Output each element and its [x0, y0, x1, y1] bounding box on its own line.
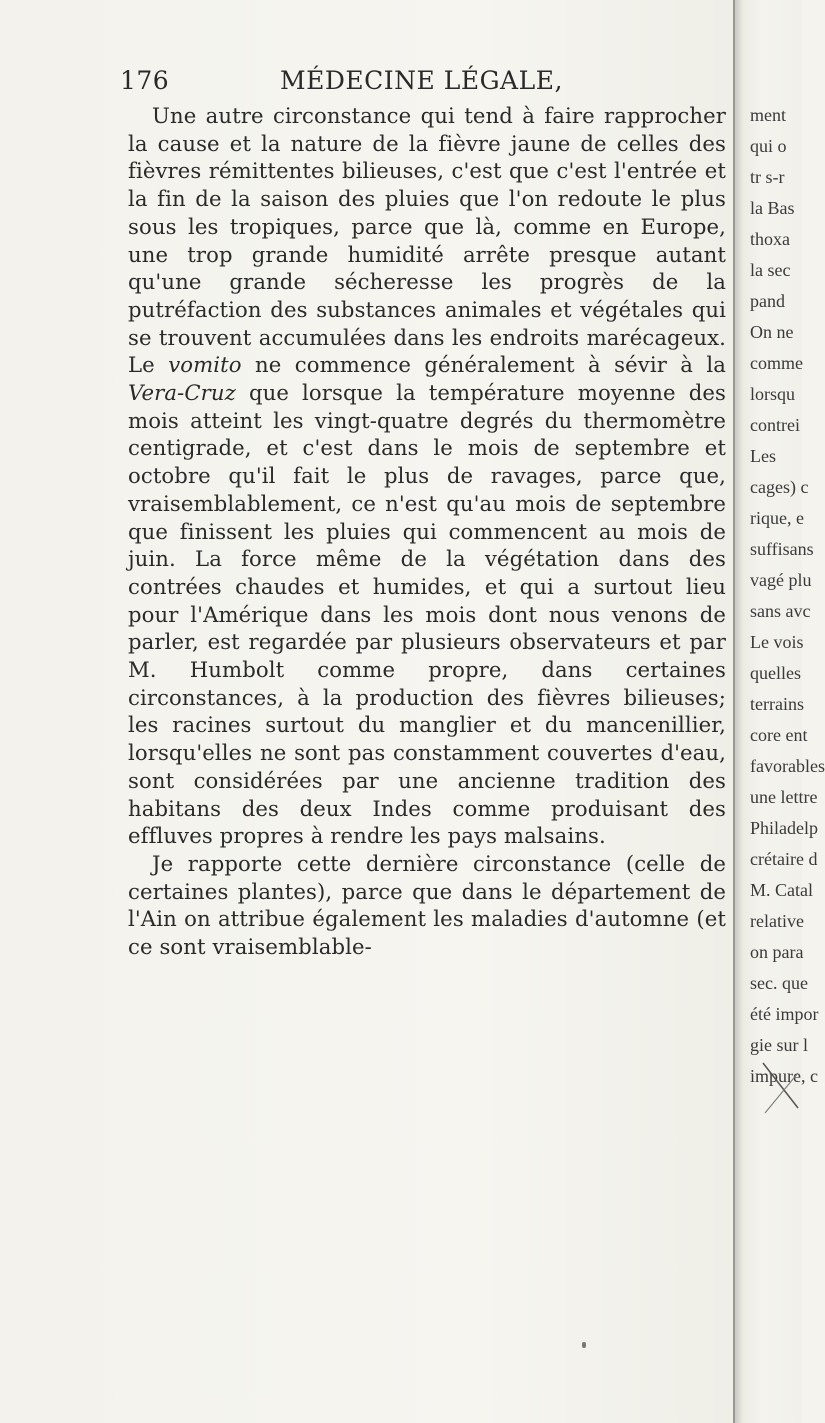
paragraph-1-text-a: Une autre circonstance qui tend à faire rapprocher la cause et la nature de la fièvre jaune de celles des fièvres rémittentes bilieuses, c'est que c'est l'entrée et la fin de la saison des pluies que l'on redoute le plus sous les tropiques, parce que là, comme en Europe, une trop grande humidité arrête presque autant qu'une grande sécheresse les progrès de la putréfaction des substances animales et végétales qui se trouvent accumulées dans les endroits marécageux. Le [128, 103, 726, 378]
ink-speck [582, 1342, 586, 1348]
bleed-line: rique, e [750, 508, 804, 528]
paragraph-1-text-c: que lorsque la température moyenne des mois atteint les vingt-quatre degrés du thermomètre centigrade, et c'est dans le mois de septembre et octobre qu'il fait le plus de ravages, parce que, vraisemblablement, ce n'est qu'au mois de septembre que finissent les pluies qui commencent au mois de juin. La force même de la végétation dans des contrées chaudes et humides, et qui a surtout lieu pour l'Amérique dans les mois dont nous venons de parler, est regardée par plusieurs observateurs et par M. Humbolt comme propre, dans certaines circonstances, à la production des fièvres bilieuses; les racines surtout du manglier et du mancenillier, lorsqu'elles ne sont pas constamment couvertes d'eau, sont considérées par une ancienne tradition des habitans des deux Indes comme produisant des effluves propres à rendre les pays malsains. [128, 380, 726, 849]
bleed-line: suffisans [750, 539, 814, 559]
italic-vomito: vomito [168, 352, 242, 378]
bleed-line: on para [750, 942, 804, 962]
main-text [128, 102, 726, 961]
bleed-line: la sec [750, 260, 791, 280]
bleed-line: vagé plu [750, 570, 812, 590]
bleed-line: qui o [750, 136, 787, 156]
bleed-line: lorsqu [750, 384, 795, 404]
bleed-line: On ne [750, 322, 794, 342]
bleed-line: Les [750, 446, 776, 466]
bleed-through-text [750, 100, 825, 1092]
bleed-line: été impor [750, 1004, 819, 1024]
bleed-line: la Bas [750, 198, 795, 218]
bleed-line: favorables [750, 756, 825, 776]
bleed-line: contrei [750, 415, 800, 435]
page-fold-mark [763, 1063, 800, 1123]
paragraph-1 [128, 102, 726, 850]
page-header [120, 62, 720, 102]
bleed-line: gie sur l [750, 1035, 808, 1055]
bleed-line: quelles [750, 663, 801, 683]
bleed-line: sec. que [750, 973, 808, 993]
italic-vera-cruz: Vera-Cruz [128, 380, 236, 406]
bleed-line: cages) c [750, 477, 809, 497]
bleed-line: tr s-r [750, 167, 785, 187]
bleed-line: ment [750, 105, 786, 125]
bleed-line: relative [750, 911, 804, 931]
bleed-line: Le vois [750, 632, 804, 652]
paragraph-1-text-b: ne commence généralement à sévir à la [241, 352, 726, 378]
paragraph-2: Je rapporte cette dernière circonstance (celle de certaines plantes), parce que dans le département de l'Ain on attribue également les maladies d'automne (et ce sont vraisemblable- [128, 850, 726, 960]
bleed-line: sans avc [750, 601, 811, 621]
bleed-line: crétaire d [750, 849, 818, 869]
bleed-line: Philadelp [750, 818, 818, 838]
bleed-line: M. Catal [750, 880, 813, 900]
bleed-line: terrains [750, 694, 804, 714]
bleed-line: pand [750, 291, 785, 311]
bleed-line: comme [750, 353, 803, 373]
bleed-line: une lettre [750, 787, 818, 807]
bleed-line: core ent [750, 725, 808, 745]
bleed-line: thoxa [750, 229, 790, 249]
running-title: MÉDECINE LÉGALE, [280, 66, 563, 95]
page-number: 176 [120, 66, 170, 95]
bleed-line: impure, c [750, 1066, 818, 1086]
